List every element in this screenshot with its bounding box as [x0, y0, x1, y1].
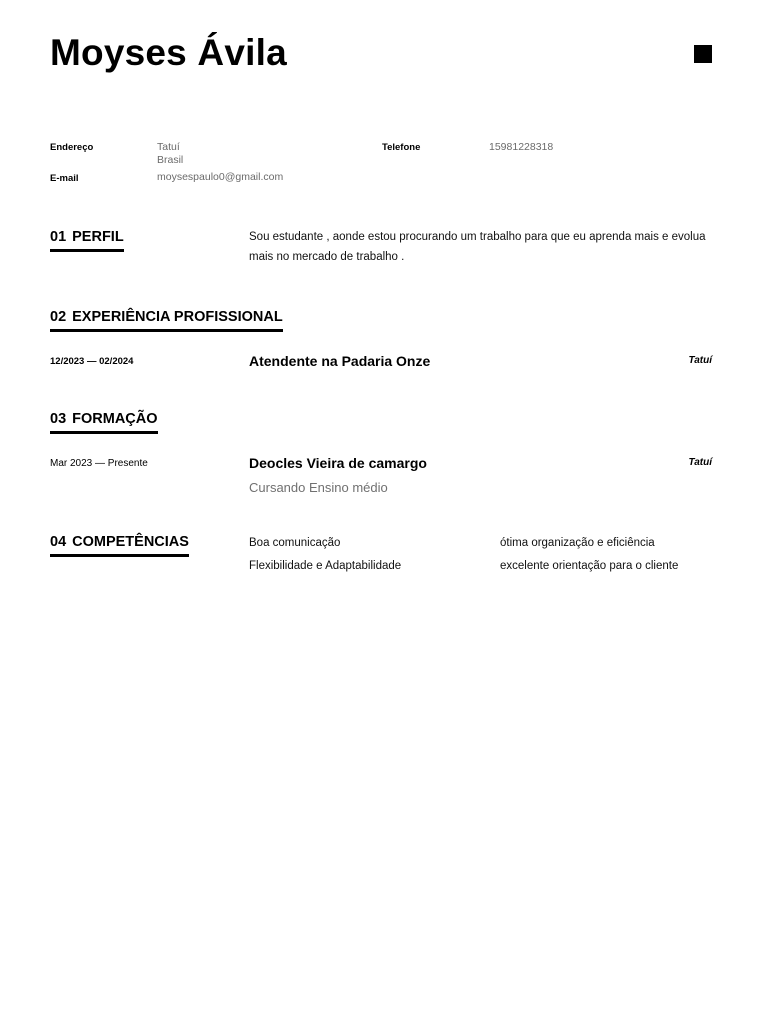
section-title-experience: [50, 309, 283, 332]
section-number: 01: [50, 229, 67, 245]
section-title-education: [50, 411, 158, 434]
section-title-text: EXPERIÊNCIA PROFISSIONAL: [72, 309, 283, 325]
section-title-profile: [50, 229, 124, 252]
email-label: E-mail: [50, 173, 79, 184]
section-number: 03: [50, 411, 67, 427]
profile-text: Sou estudante , aonde estou procurando um trabalho para que eu aprenda mais e evolua mais no mercado de trabalho .: [249, 231, 706, 263]
address-line1: Tatuí: [157, 141, 180, 153]
decorative-square-icon: [694, 45, 712, 63]
section-title-text: FORMAÇÃO: [72, 411, 158, 427]
experience-location: Tatuí: [688, 355, 712, 366]
resume-name: Moyses Ávila: [50, 32, 287, 73]
email-value: moysespaulo0@gmail.com: [157, 171, 284, 183]
experience-dates: 12/2023 — 02/2024: [50, 356, 134, 367]
phone-value: 15981228318: [489, 141, 554, 153]
education-subtitle: Cursando Ensino médio: [249, 480, 388, 495]
section-title-text: PERFIL: [72, 229, 124, 245]
skill-item: excelente orientação para o cliente: [500, 560, 679, 572]
education-title: Deocles Vieira de camargo: [249, 455, 427, 471]
phone-label: Telefone: [382, 142, 421, 153]
address-label: Endereço: [50, 142, 94, 153]
section-number: 02: [50, 309, 67, 325]
address-line2: Brasil: [157, 154, 184, 166]
skill-item: Boa comunicação: [249, 537, 341, 549]
education-dates: Mar 2023 — Presente: [50, 458, 148, 469]
education-location: Tatuí: [688, 457, 712, 468]
section-number: 04: [50, 534, 67, 550]
section-title-skills: [50, 534, 189, 557]
experience-title: Atendente na Padaria Onze: [249, 353, 431, 369]
section-title-text: COMPETÊNCIAS: [72, 534, 189, 550]
skill-item: Flexibilidade e Adaptabilidade: [249, 560, 402, 572]
skill-item: ótima organização e eficiência: [500, 537, 655, 549]
